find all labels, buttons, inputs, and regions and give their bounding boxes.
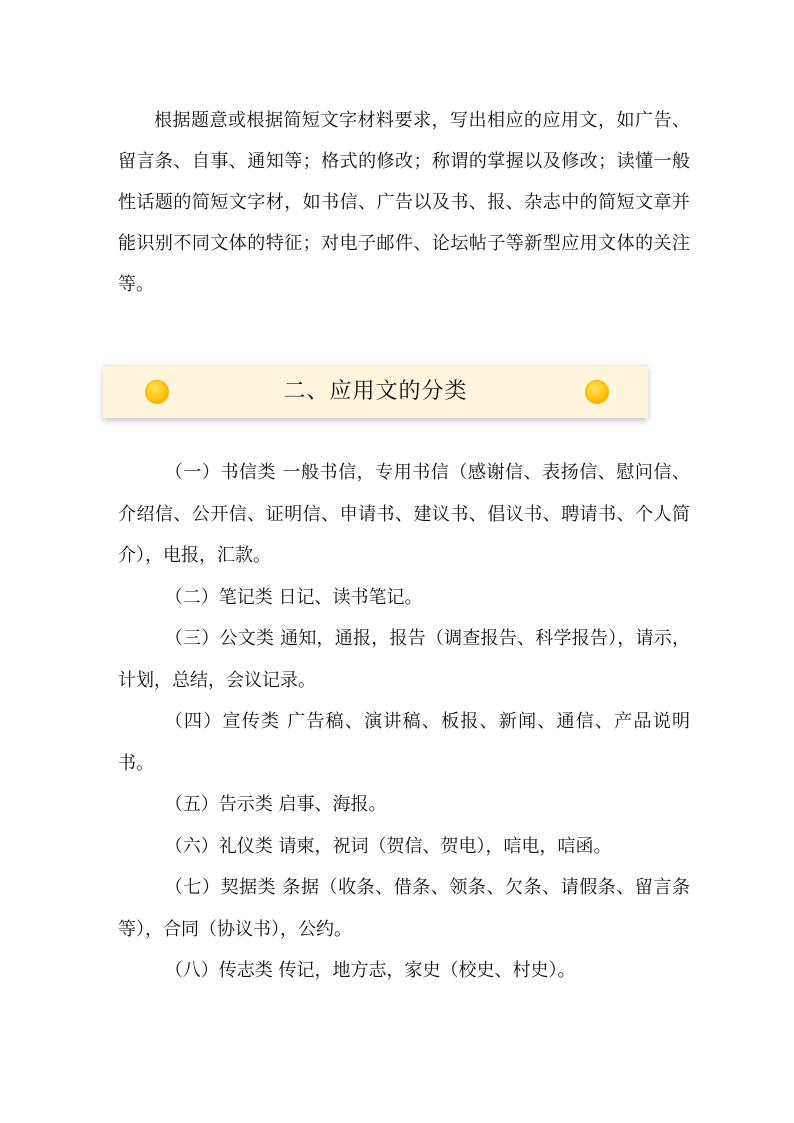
category-text: 广告稿、演讲稿、板报、新闻、通信、产品说明书。 xyxy=(118,711,690,774)
intro-section xyxy=(118,100,690,305)
section-title: 二、应用文的分类 xyxy=(283,379,468,404)
category-item xyxy=(118,784,690,826)
category-label: （八）传志类 xyxy=(164,960,273,981)
category-label: （二）笔记类 xyxy=(164,586,273,608)
category-label: （五）告示类 xyxy=(164,794,273,815)
category-text: 一般书信，专用书信（感谢信、表扬信、慰问信、介绍信、公开信、证明信、申请书、建议书、倡议书、聘请书、个人简介），电报，汇款。 xyxy=(118,462,691,566)
category-item xyxy=(118,950,690,992)
category-item xyxy=(118,826,690,868)
category-label: （六）礼仪类 xyxy=(164,835,273,857)
bullet-dot-icon xyxy=(585,380,609,404)
category-item xyxy=(118,452,690,577)
category-text: 传记，地方志，家史（校史、村史）。 xyxy=(278,960,576,981)
category-text: 请柬，祝词（贺信、贺电），唁电，唁函。 xyxy=(278,835,612,857)
category-list xyxy=(118,452,690,992)
category-label: （四）宣传类 xyxy=(164,711,281,732)
category-label: （一）书信类 xyxy=(164,462,277,483)
intro-paragraph: 根据题意或根据简短文字材料要求，写出相应的应用文，如广告、留言条、自事、通知等；格式的修改；称谓的掌握以及修改；读懂一般性话题的简短文字材，如书信、广告以及书、报、杂志中的简短文章并能识别不同文体的特征；对电子邮件、论坛帖子等新型应用文体的关注等。 xyxy=(118,110,690,295)
category-text: 启事、海报。 xyxy=(278,794,387,815)
category-text: 日记、读书笔记。 xyxy=(278,586,423,608)
category-item xyxy=(118,618,690,701)
section-banner xyxy=(103,365,648,418)
category-item xyxy=(118,867,690,950)
category-text: 通知，通报，报告（调查报告、科学报告），请示，计划，总结，会议记录。 xyxy=(118,628,690,691)
category-text: 条据（收条、借条、领条、欠条、请假条、留言条等），合同（协议书），公约。 xyxy=(118,877,691,940)
category-label: （三）公文类 xyxy=(164,628,275,649)
category-label: （七）契据类 xyxy=(164,877,277,898)
category-item xyxy=(118,701,690,784)
category-item xyxy=(118,577,690,619)
